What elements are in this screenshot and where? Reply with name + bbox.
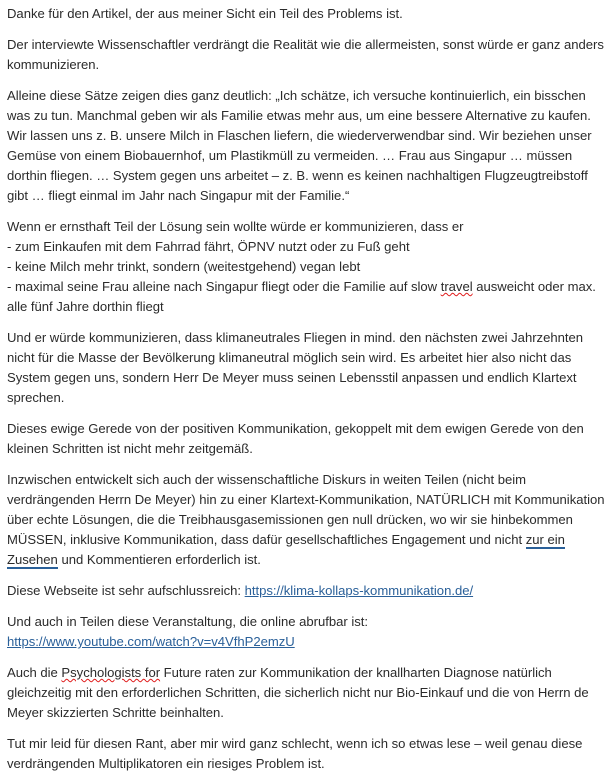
spellcheck-word-travel[interactable]: travel bbox=[440, 279, 473, 294]
list-item-slow-travel bbox=[7, 277, 608, 317]
grammar-suggestion-zur-ein-zusehen[interactable]: zur ein Zusehen bbox=[7, 532, 565, 567]
link-youtube-video[interactable]: https://www.youtube.com/watch?v=v4VfhP2emzU bbox=[7, 634, 295, 649]
psychologists-text-after: Future raten zur Kommunikation der knallharten Diagnose natürlich gleichzeitig mit den erforderlichen Schritten, die sicherlich nicht nur Bio-Einkauf und die von Herrn de Meyer skizzierten Schritte beinhalten. bbox=[7, 665, 589, 720]
list-item-vegan: - keine Milch mehr trinkt, sondern (weitestgehend) vegan lebt bbox=[7, 259, 361, 274]
spellcheck-phrase-psychologists-for[interactable]: Psychologists for bbox=[61, 665, 161, 680]
website-recommendation-label: Diese Webseite ist sehr aufschlussreich: bbox=[7, 583, 245, 598]
list-item-slow-travel-text-before: - maximal seine Frau alleine nach Singapur fliegt oder die Familie auf slow bbox=[7, 279, 441, 294]
paragraph-website-recommendation bbox=[7, 581, 608, 601]
list-item-bicycle: - zum Einkaufen mit dem Fahrrad fährt, ÖPNV nutzt oder zu Fuß geht bbox=[7, 239, 410, 254]
link-klima-kollaps-kommunikation[interactable]: https://klima-kollaps-kommunikation.de/ bbox=[244, 583, 474, 598]
psychologists-text-before: Auch die bbox=[7, 665, 62, 680]
list-item-slow-travel-text-after: ausweicht oder max. alle fünf Jahre dorthin fliegt bbox=[7, 279, 596, 314]
paragraph-scientific-discourse bbox=[7, 470, 608, 570]
paragraph-scientific-discourse-before: Inzwischen entwickelt sich auch der wissenschaftliche Diskurs in weiten Teilen (nicht beim verdrängenden Herrn De Meyer) hin zu einer Klartext-Kommunikation, NATÜRLICH mit Kommunikation über echte Lösungen, die die Treibhausgasemissionen gen null drücken, wo wir sie hinbekommen MÜSSEN, inklusive Kommunikation, dass dafür gesellschaftliches Engagement und nicht bbox=[7, 472, 605, 547]
paragraph-scientist-denial: Der interviewte Wissenschaftler verdrängt die Realität wie die allermeisten, sonst würde er ganz anders kommunizieren. bbox=[7, 37, 604, 72]
paragraph-closing-rant: Tut mir leid für diesen Rant, aber mir wird ganz schlecht, wenn ich so etwas lese – weil genau diese verdrängenden Multiplikatoren ein riesiges Problem ist. bbox=[7, 736, 583, 771]
paragraph-thanks: Danke für den Artikel, der aus meiner Sicht ein Teil des Problems ist. bbox=[7, 6, 403, 21]
event-recommendation-label: Und auch in Teilen diese Veranstaltung, die online abrufbar ist: bbox=[7, 614, 368, 629]
paragraph-psychologists-for-future bbox=[7, 663, 608, 723]
paragraph-quote-block: Alleine diese Sätze zeigen dies ganz deutlich: „Ich schätze, ich versuche kontinuierlich, ein bisschen was zu tun. Manchmal geben wir als Familie etwas mehr aus, um eine bessere Alternative zu kaufen. Wir lassen uns z. B. unsere Milch in Flaschen liefern, die wiederverwendbar sind. Wir beziehen unser Gemüse von einem Biobauernhof, um Plastikmüll zu vermeiden. … Frau aus Singapur … müssen dorthin fliegen. … System gegen uns arbeitet – z. B. wenn es keinen nachhaltigen Flugzeugtreibstoff gibt … fliegt einmal im Jahr nach Singapur mit der Familie.“ bbox=[7, 88, 592, 203]
paragraph-solution-intro: Wenn er ernsthaft Teil der Lösung sein wollte würde er kommunizieren, dass er bbox=[7, 219, 464, 234]
paragraph-climate-neutral-flying: Und er würde kommunizieren, dass klimaneutrales Fliegen in mind. den nächsten zwei Jahrzehnten nicht für die Masse der Bevölkerung klimaneutral möglich sein wird. Es arbeitet hier also nicht das System gegen uns, sondern Herr De Meyer muss seinen Lebensstil anpassen und endlich Klartext sprechen. bbox=[7, 330, 583, 405]
paragraph-event-recommendation bbox=[7, 612, 608, 652]
paragraph-positive-communication: Dieses ewige Gerede von der positiven Kommunikation, gekoppelt mit dem ewigen Gerede von den kleinen Schritten ist nicht mehr zeitgemäß. bbox=[7, 421, 584, 456]
paragraph-scientific-discourse-after: und Kommentieren erforderlich ist. bbox=[57, 552, 261, 567]
